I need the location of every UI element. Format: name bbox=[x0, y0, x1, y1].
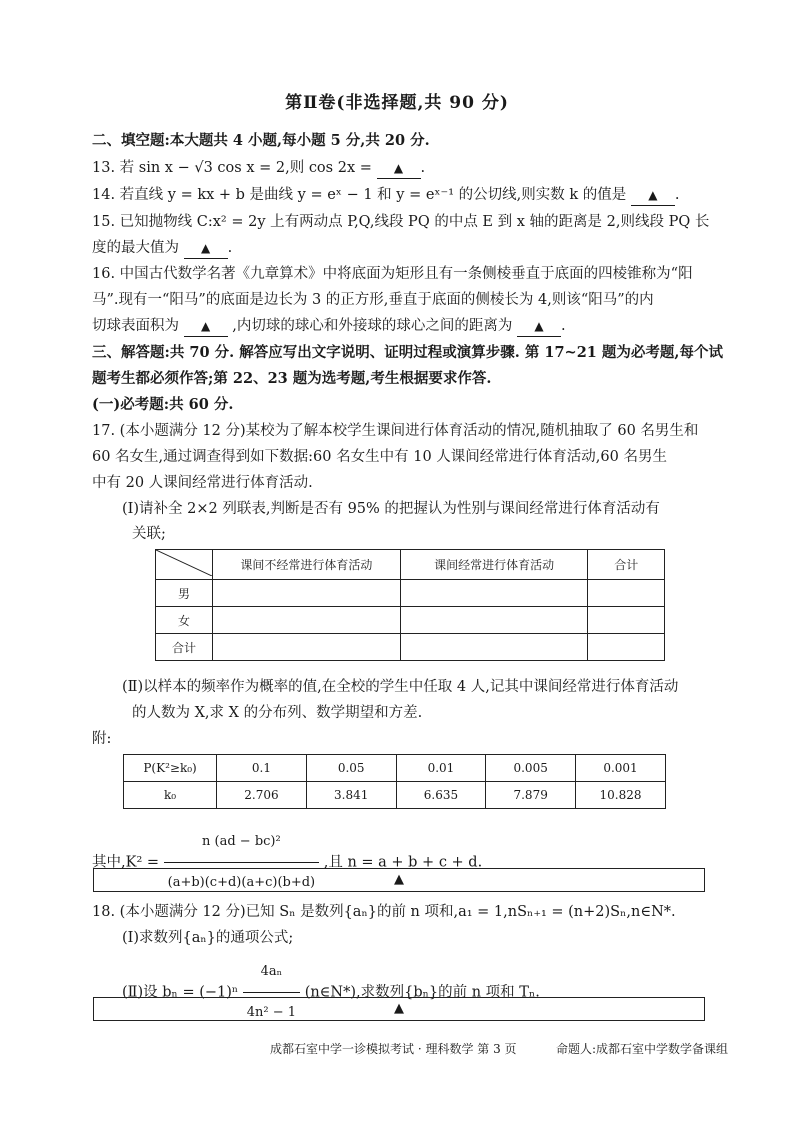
section3-sub1: (一)必考题:共 60 分. bbox=[92, 396, 234, 413]
section2-header: 二、填空题:本大题共 4 小题,每小题 5 分,共 20 分. bbox=[92, 132, 430, 149]
bn-numerator: 4aₙ bbox=[243, 952, 300, 993]
appendix-label: 附: bbox=[92, 731, 112, 747]
table-header: 课间经常进行体育活动 bbox=[400, 550, 588, 580]
q14-text: 14. 若直线 y = kx + b 是曲线 y = eˣ − 1 和 y = eˣ⁻¹ 的公切线,则实数 k 的值是 bbox=[92, 187, 627, 203]
question-16-line2: 马”.现有一“阳马”的底面是边长为 3 的正方形,垂直于底面的侧棱长为 4,则该“阳马”的内 bbox=[92, 292, 654, 308]
question-15-line2: 度的最大值为 ▲ . bbox=[92, 238, 232, 259]
table-cell bbox=[588, 580, 665, 607]
row-label: 合计 bbox=[156, 634, 213, 661]
question-15-line1: 15. 已知抛物线 C:x² = 2y 上有两动点 P,Q,线段 PQ 的中点 E 到 x 轴的距离是 2,则线段 PQ 长 bbox=[92, 214, 710, 230]
formula-prefix: 其中,K² = bbox=[92, 854, 160, 871]
question-16-line1: 16. 中国古代数学名著《九章算术》中将底面为矩形且有一条侧棱垂直于底面的四棱锥称为“阳 bbox=[92, 266, 693, 282]
table-cell: 2.706 bbox=[217, 782, 307, 809]
q17-part2-line1: (Ⅱ)以样本的频率作为概率的值,在全校的学生中任取 4 人,记其中课间经常进行体育活动 bbox=[122, 679, 679, 695]
q18-part2-prefix: (Ⅱ)设 bₙ = (−1)ⁿ bbox=[122, 984, 239, 1001]
answer-box-q18[interactable]: ▲ bbox=[93, 997, 705, 1021]
row-label: 男 bbox=[156, 580, 213, 607]
table-cell: 0.01 bbox=[396, 755, 486, 782]
page-footer-right: 命题人:成都石室中学数学备课组 bbox=[556, 1042, 729, 1056]
table-row bbox=[124, 782, 666, 809]
table-cell bbox=[588, 634, 665, 661]
q17-line3: 中有 20 人课间经常进行体育活动. bbox=[92, 475, 313, 491]
row-label: k₀ bbox=[124, 782, 217, 809]
answer-blank: ▲ bbox=[184, 316, 228, 337]
question-16-line3: 切球表面积为 ▲ ,内切球的球心和外接球的球心之间的距离为 ▲ . bbox=[92, 316, 566, 337]
q16-text-b: ,内切球的球心和外接球的球心之间的距离为 bbox=[232, 318, 513, 334]
table-header: 课间不经常进行体育活动 bbox=[213, 550, 401, 580]
formula-numerator: n (ad − bc)² bbox=[164, 822, 320, 863]
table-cell: 7.879 bbox=[486, 782, 576, 809]
contingency-table bbox=[155, 549, 665, 661]
table-cell bbox=[213, 607, 401, 634]
q17-part1-line2: 关联; bbox=[132, 526, 166, 542]
table-cell: 0.1 bbox=[217, 755, 307, 782]
table-cell bbox=[400, 607, 588, 634]
q18-part2-suffix: (n∈N*),求数列{bₙ}的前 n 项和 Tₙ. bbox=[304, 984, 540, 1001]
answer-blank: ▲ bbox=[184, 238, 228, 259]
table-cell: 3.841 bbox=[306, 782, 396, 809]
q16-text-a: 切球表面积为 bbox=[92, 318, 179, 334]
question-14: 14. 若直线 y = kx + b 是曲线 y = eˣ − 1 和 y = eˣ⁻¹ 的公切线,则实数 k 的值是 ▲ . bbox=[92, 185, 679, 206]
table-cell bbox=[213, 634, 401, 661]
table-row bbox=[156, 580, 665, 607]
table-header: 合计 bbox=[588, 550, 665, 580]
table-row bbox=[156, 607, 665, 634]
answer-blank: ▲ bbox=[377, 158, 421, 179]
table-cell: 6.635 bbox=[396, 782, 486, 809]
table-cell bbox=[213, 580, 401, 607]
formula-denominator: (a+b)(c+d)(a+c)(b+d) bbox=[167, 875, 316, 890]
table-row bbox=[156, 550, 665, 580]
diagonal-header-cell bbox=[156, 550, 213, 580]
answer-box-q17[interactable]: ▲ bbox=[93, 868, 705, 892]
q18-line1: 18. (本小题满分 12 分)已知 Sₙ 是数列{aₙ}的前 n 项和,a₁ = 1,nSₙ₊₁ = (n+2)Sₙ,n∈N*. bbox=[92, 904, 676, 920]
table-cell bbox=[588, 607, 665, 634]
section3-header-line2: 题考生都必须作答;第 22、23 题为选考题,考生根据要求作答. bbox=[92, 370, 492, 387]
q15-text: 度的最大值为 bbox=[92, 240, 179, 256]
row-label: P(K²≥k₀) bbox=[124, 755, 217, 782]
q17-line1: 17. (本小题满分 12 分)某校为了解本校学生课间进行体育活动的情况,随机抽取了 60 名男生和 bbox=[92, 423, 699, 439]
table-row bbox=[124, 755, 666, 782]
diagonal-line bbox=[156, 550, 212, 576]
table-cell bbox=[400, 580, 588, 607]
table-cell: 0.05 bbox=[306, 755, 396, 782]
q17-part2-line2: 的人数为 X,求 X 的分布列、数学期望和方差. bbox=[132, 705, 423, 721]
table-cell: 0.005 bbox=[486, 755, 576, 782]
table-cell bbox=[400, 634, 588, 661]
q13-text: 13. 若 sin x − √3 cos x = 2,则 cos 2x = bbox=[92, 160, 372, 176]
table-row bbox=[156, 634, 665, 661]
section3-header-line1: 三、解答题:共 70 分. 解答应写出文字说明、证明过程或演算步骤. 第 17~21 题为必考题,每个试 bbox=[92, 344, 723, 361]
row-label: 女 bbox=[156, 607, 213, 634]
q17-part1-line1: (Ⅰ)请补全 2×2 列联表,判断是否有 95% 的把握认为性别与课间经常进行体育活动有 bbox=[122, 501, 660, 517]
critical-value-table bbox=[123, 754, 666, 809]
table-cell: 0.001 bbox=[576, 755, 666, 782]
table-cell: 10.828 bbox=[576, 782, 666, 809]
page-footer-center: 成都石室中学一诊模拟考试 · 理科数学 第 3 页 bbox=[270, 1042, 517, 1056]
bn-denominator: 4n² − 1 bbox=[246, 1005, 297, 1020]
formula-suffix: ,且 n = a + b + c + d. bbox=[323, 854, 483, 871]
q18-part1: (Ⅰ)求数列{aₙ}的通项公式; bbox=[122, 930, 294, 946]
answer-blank: ▲ bbox=[631, 185, 675, 206]
q17-line2: 60 名女生,通过调查得到如下数据:60 名女生中有 10 人课间经常进行体育活动,60 名男生 bbox=[92, 449, 667, 465]
page-title: 第Ⅱ卷(非选择题,共 90 分) bbox=[285, 93, 509, 113]
question-13: 13. 若 sin x − √3 cos x = 2,则 cos 2x = ▲ . bbox=[92, 158, 425, 179]
answer-blank: ▲ bbox=[517, 316, 561, 337]
